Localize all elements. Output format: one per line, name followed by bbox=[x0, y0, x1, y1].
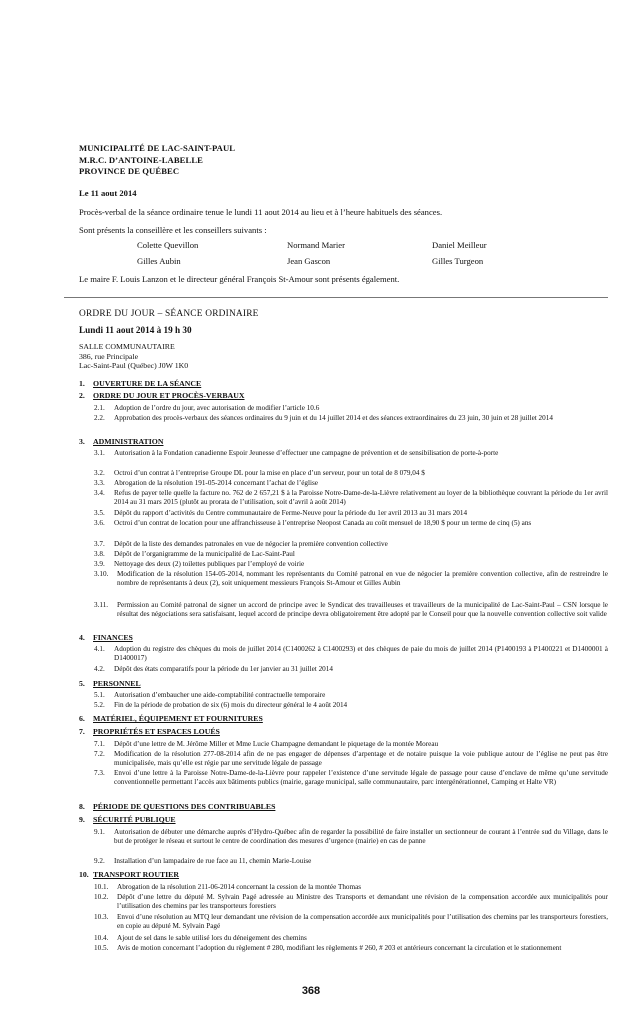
agenda-address bbox=[79, 342, 188, 371]
municipality-header bbox=[79, 143, 235, 178]
present-label: Sont présents la conseillère et les conseillers suivants : bbox=[79, 225, 267, 235]
agenda-item: 3.10. Modification de la résolution 154-05-2014, nommant les représentants du Comité patronal en vue de négocier la première convention collective, afin de restreindre le nombre de représentants à deux (2), soit uniquement messieurs François St-Amour et Gilles Aubin bbox=[94, 570, 608, 587]
council-member: Daniel Meilleur bbox=[432, 240, 487, 250]
section-heading: 2. ORDRE DU JOUR ET PROCÈS-VERBAUX bbox=[79, 391, 245, 400]
agenda-item: 3.11. Permission au Comité patronal de signer un accord de principe avec le Syndicat des travailleuses et travailleurs de la municipalité de Lac-Saint-Paul – CSN lorsque le résultat des négociations sera satisfaisant, lequel accord de principe devra obligatoirement être adopté par le Conseil pour que la nouvelle convention collective soit valide bbox=[94, 601, 608, 618]
section-heading: 8. PÉRIODE DE QUESTIONS DES CONTRIBUABLES bbox=[79, 802, 276, 811]
page-number: 368 bbox=[301, 985, 321, 997]
meeting-date: Le 11 aout 2014 bbox=[79, 188, 137, 198]
council-member: Normand Marier bbox=[287, 240, 345, 250]
mayor-line: Le maire F. Louis Lanzon et le directeur général François St-Amour sont présents également. bbox=[79, 274, 400, 284]
agenda-item: 7.2. Modification de la résolution 277-08-2014 afin de ne pas engager de dépenses d’arpentage et de notaire puisque la voie publique autour de l’église ne peut pas être municipalisée, mais qu’elle est régie par une servitude légale de passage bbox=[94, 750, 608, 767]
header-line-province: PROVINCE DE QUÉBEC bbox=[79, 166, 180, 176]
agenda-item: 3.9. Nettoyage des deux (2) toilettes publiques par l’employé de voirie bbox=[94, 560, 305, 568]
divider bbox=[64, 297, 608, 298]
agenda-item: 10.1. Abrogation de la résolution 211-06-2014 concernant la cession de la montée Thomas bbox=[94, 883, 362, 891]
intro-paragraph: Procès-verbal de la séance ordinaire tenue le lundi 11 aout 2014 au lieu et à l’heure habituels des séances. bbox=[79, 207, 443, 217]
agenda-item: 7.1. Dépôt d’une lettre de M. Jérôme Miller et Mme Lucie Champagne demandant le piquetage de la montée Moreau bbox=[94, 740, 439, 748]
council-member: Colette Quevillon bbox=[137, 240, 199, 250]
agenda-item: 3.5. Dépôt du rapport d’activités du Centre communautaire de Ferme-Neuve pour la période du 1er avril 2013 au 31 mars 2014 bbox=[94, 509, 468, 517]
address-line: Lac-Saint-Paul (Québec) J0W 1K0 bbox=[79, 361, 189, 371]
council-member: Gilles Turgeon bbox=[432, 256, 484, 266]
agenda-item: 10.4. Ajout de sel dans le sable utilisé lors du déneigement des chemins bbox=[94, 934, 307, 942]
council-member: Gilles Aubin bbox=[137, 256, 181, 266]
address-line: 386, rue Principale bbox=[79, 351, 139, 361]
agenda-item: 7.3. Envoi d’une lettre à la Paroisse Notre-Dame-de-la-Lièvre pour rappeler l’existence d’une servitude légale de passage pour cause d’enclave de même qu’une servitude conventionnelle permettant l’accès aux bâtiments publics (mairie, garage municipal, salle communautaire, parc intergénérationnel, Camping et Halte VR) bbox=[94, 769, 608, 786]
agenda-item: 5.1. Autorisation d’embaucher une aide-comptabilité contractuelle temporaire bbox=[94, 691, 326, 699]
header-line-mrc: M.R.C. D’ANTOINE-LABELLE bbox=[79, 154, 204, 165]
agenda-date: Lundi 11 aout 2014 à 19 h 30 bbox=[79, 325, 192, 335]
agenda-item: 10.5. Avis de motion concernant l’adoption du règlement # 280, modifiant les règlements # 260, # 203 et antérieurs concernant la circulation et le stationnement bbox=[94, 944, 562, 952]
agenda-item: 9.1. Autorisation de débuter une démarche auprès d’Hydro-Québec afin de regarder la possibilité de faire installer un sectionneur de courant à l’entrée sud du Village, dans le but de protéger le réseau et surtout le centre de coordination des mesures d’urgence (mairie) en cas de panne bbox=[94, 828, 608, 845]
section-heading: 7. PROPRIÉTÉS ET ESPACES LOUÉS bbox=[79, 727, 220, 736]
agenda-item: 2.2. Approbation des procès-verbaux des séances ordinaires du 9 juin et du 14 juillet 2014 et des séances extraordinaires du 23 juin, 30 juin et 28 juillet 2014 bbox=[94, 414, 553, 422]
agenda-item: 3.3. Abrogation de la résolution 191-05-2014 concernant l’achat de l’église bbox=[94, 479, 318, 487]
agenda-item: 5.2. Fin de la période de probation de six (6) mois du directeur général le 4 août 2014 bbox=[94, 701, 348, 709]
agenda-item: 3.8. Dépôt de l’organigramme de la municipalité de Lac-Saint-Paul bbox=[94, 550, 295, 558]
section-heading: 6. MATÉRIEL, ÉQUIPEMENT ET FOURNITURES bbox=[79, 714, 263, 723]
section-heading: 10. TRANSPORT ROUTIER bbox=[79, 870, 180, 879]
header-line-municipality: MUNICIPALITÉ DE LAC-SAINT-PAUL bbox=[79, 143, 236, 153]
address-line: SALLE COMMUNAUTAIRE bbox=[79, 342, 175, 351]
agenda-item: 3.1. Autorisation à la Fondation canadienne Espoir Jeunesse d’effectuer une campagne de prévention et de sensibilisation de porte-à-porte bbox=[94, 449, 499, 457]
agenda-item: 10.3. Envoi d’une résolution au MTQ leur demandant une révision de la compensation accordée aux municipalités pour l’utilisation des chemins par les transporteurs forestiers, en copie au député M. Sylvain Pagé bbox=[94, 913, 608, 930]
agenda-item: 4.2. Dépôt des états comparatifs pour la période du 1er janvier au 31 juillet 2014 bbox=[94, 665, 333, 673]
agenda-item: 4.1. Adoption du registre des chèques du mois de juillet 2014 (C1400262 à C1400293) et des chèques de paie du mois de juillet 2014 (P1400193 à P1400221 et D1400001 à D1400017) bbox=[94, 645, 608, 662]
agenda-item: 3.6. Octroi d’un contrat de location pour une affranchisseuse à l’entreprise Neopost Canada au coût mensuel de 18,90 $ pour un terme de cinq (5) ans bbox=[94, 519, 532, 527]
council-member: Jean Gascon bbox=[287, 256, 331, 266]
agenda-item: 9.2. Installation d’un lampadaire de rue face au 11, chemin Marie-Louise bbox=[94, 857, 312, 865]
section-heading: 3. ADMINISTRATION bbox=[79, 437, 164, 446]
agenda-item: 3.7. Dépôt de la liste des demandes patronales en vue de négocier la première convention collective bbox=[94, 540, 388, 548]
agenda-item: 3.4. Refus de payer telle quelle la facture no. 762 de 2 657,21 $ à la Paroisse Notre-Dame-de-la-Lièvre relativement au loyer de la bibliothèque couvrant la période du 1er avril 2014 au 31 mars 2015 (plutôt au prorata de l’utilisation, soit d’avril à août 2014) bbox=[94, 489, 608, 506]
agenda-item: 10.2. Dépôt d’une lettre du député M. Sylvain Pagé adressée au Ministre des Transports et demandant une révision de la compensation accordée aux municipalités pour l’utilisation des chemins par les transporteurs forestiers bbox=[94, 893, 608, 910]
agenda-item: 2.1. Adoption de l’ordre du jour, avec autorisation de modifier l’article 10.6 bbox=[94, 404, 320, 412]
section-heading: 5. PERSONNEL bbox=[79, 679, 141, 688]
section-heading: 4. FINANCES bbox=[79, 633, 133, 642]
section-heading: 9. SÉCURITÉ PUBLIQUE bbox=[79, 815, 176, 824]
agenda-title: ORDRE DU JOUR – SÉANCE ORDINAIRE bbox=[79, 309, 259, 319]
agenda-item: 3.2. Octroi d’un contrat à l’entreprise Groupe DL pour la mise en place d’un serveur, pour un total de 8 079,04 $ bbox=[94, 469, 425, 477]
section-heading: 1. OUVERTURE DE LA SÉANCE bbox=[79, 379, 202, 388]
